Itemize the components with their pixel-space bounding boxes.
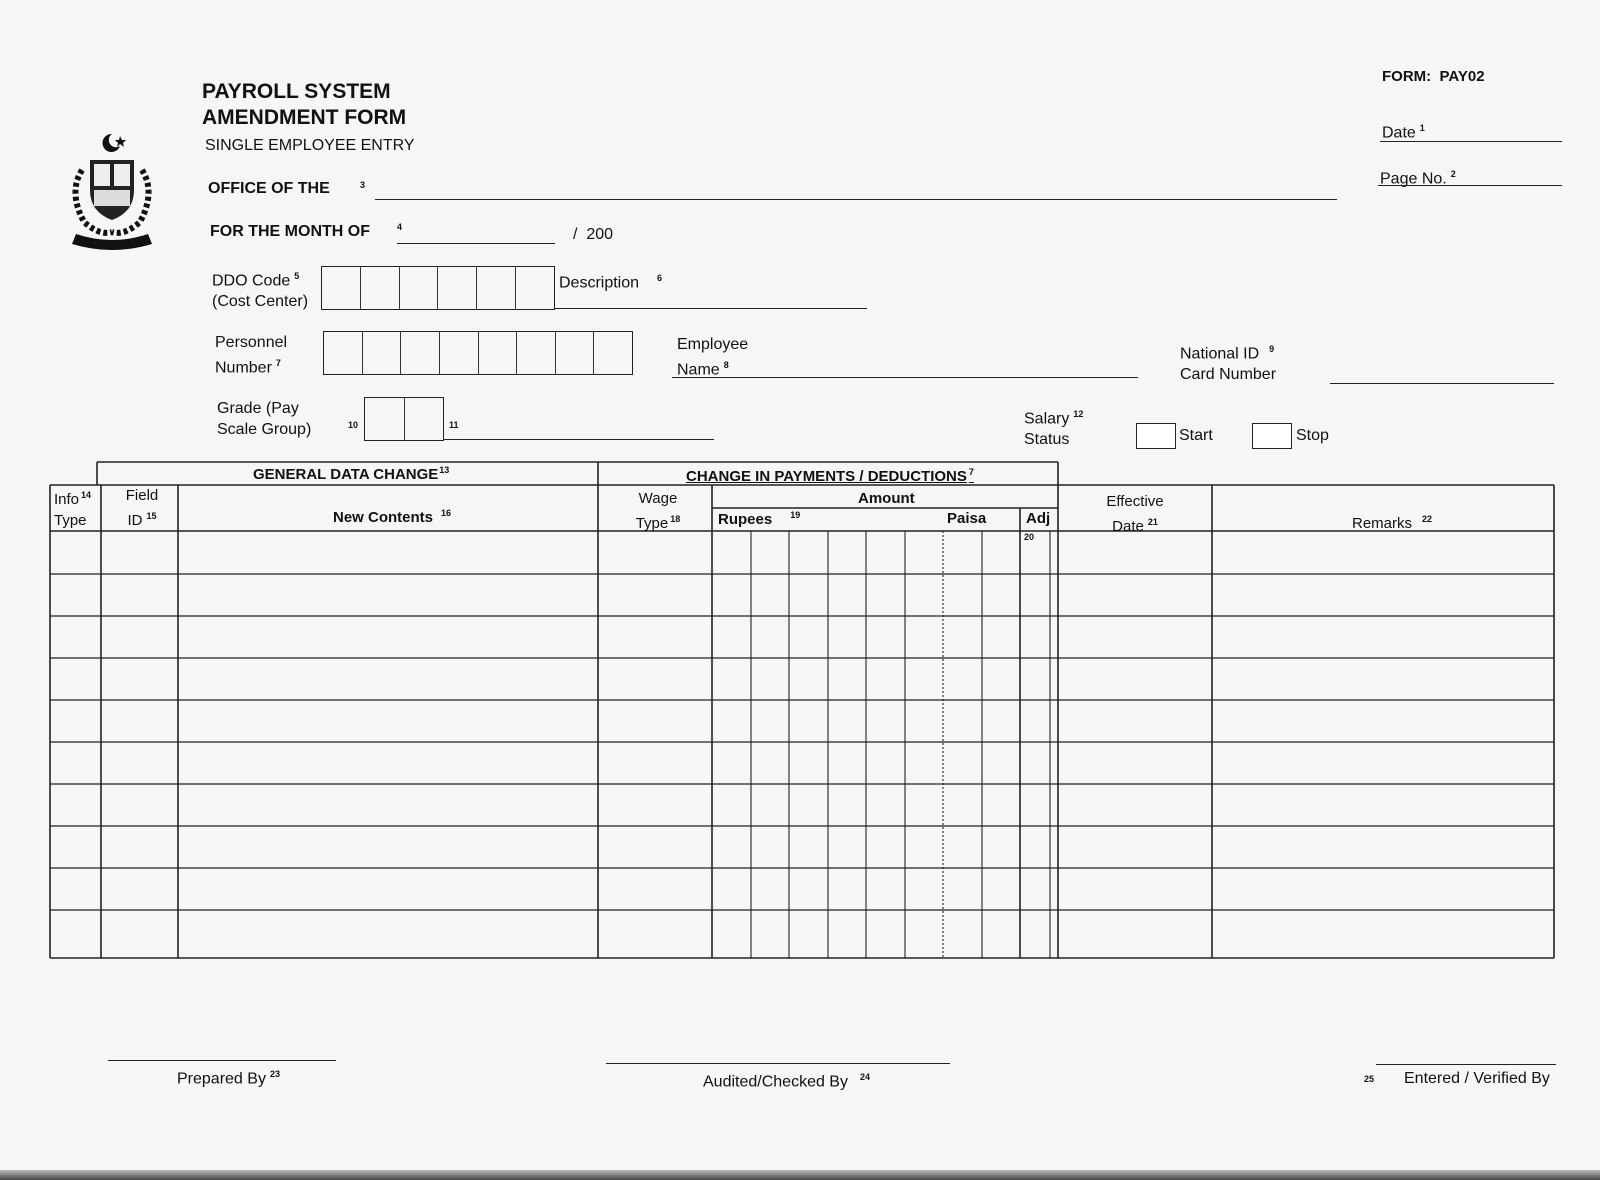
header-adj: Adj — [1026, 510, 1051, 527]
entered-by-line[interactable] — [1376, 1064, 1556, 1065]
ddo-code-label: DDO Code $^5$ (Cost Center) — [212, 271, 309, 311]
description-label: Description $^6$ — [559, 273, 663, 292]
personnel-number-label: Personnel Number $^7$ — [215, 334, 288, 377]
date-label: Date $^1$ — [1382, 123, 1425, 142]
header-wage-type: Wage Type $^{18}$ — [635, 490, 681, 532]
month-num: 4 — [397, 222, 403, 232]
header-effective-date: Effective Date $^{21}$ — [1106, 493, 1164, 535]
form-title: PAYROLL SYSTEM AMENDMENT FORM — [202, 80, 407, 129]
form-subtitle: SINGLE EMPLOYEE ENTRY — [205, 137, 415, 154]
header-amount: Amount — [858, 490, 915, 507]
prepared-by-line[interactable] — [108, 1060, 336, 1061]
month-label: FOR THE MONTH OF — [210, 223, 370, 240]
grade-num-b: 11 — [449, 420, 459, 430]
header-paisa: Paisa — [947, 510, 987, 527]
header-rupees: Rupees $^{19}$ — [718, 510, 801, 528]
header-adj-num: 20 — [1024, 532, 1035, 542]
header-remarks: Remarks $^{22}$ — [1352, 514, 1433, 532]
national-id-label: National ID $^9$ Card Number — [1180, 344, 1277, 384]
header-field-id: Field ID $^{15}$ — [125, 487, 159, 529]
scan-edge — [0, 1170, 1600, 1180]
salary-start-label: Start — [1179, 427, 1213, 444]
grade-num-a: 10 — [348, 420, 359, 430]
office-label: OFFICE OF THE — [208, 180, 330, 197]
grade-label: Grade (Pay Scale Group) — [217, 400, 312, 438]
header-payments-deductions: CHANGE IN PAYMENTS / DEDUCTIONS $^7$ — [686, 467, 974, 485]
employee-name-label: Employee Name $^8$ — [677, 336, 749, 379]
audited-by-line[interactable] — [606, 1063, 950, 1064]
header-info-type: Info $^{14}$ Type — [54, 490, 92, 529]
prepared-by-label: Prepared By $^{23}$ — [177, 1069, 280, 1088]
salary-status-label: Salary $^{12}$ Status — [1024, 409, 1084, 449]
table-row-lines — [50, 574, 1554, 910]
amount-digit-columns — [751, 531, 982, 958]
office-num: 3 — [360, 180, 366, 190]
salary-stop-label: Stop — [1296, 427, 1329, 444]
form-code: FORM: PAY02 — [1382, 68, 1485, 85]
table-grid — [50, 462, 1554, 958]
audited-by-label: Audited/Checked By $^{24}$ — [703, 1072, 870, 1091]
entered-by-label: Entered / Verified By — [1404, 1070, 1550, 1087]
entered-by-num: 25 — [1364, 1074, 1375, 1084]
header-new-contents: New Contents $^{16}$ — [333, 508, 452, 526]
year-label: / 200 — [573, 226, 614, 243]
header-general-data-change: GENERAL DATA CHANGE$^{13}$ — [253, 465, 450, 483]
page-no-label: Page No. $^2$ — [1380, 169, 1456, 188]
